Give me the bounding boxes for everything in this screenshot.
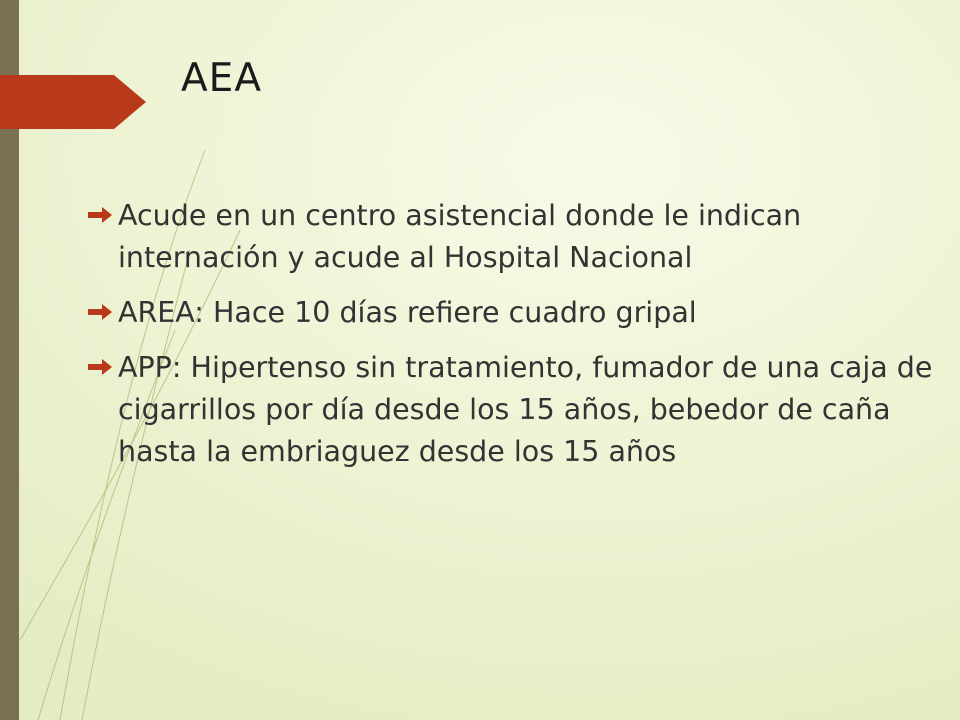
bullet-item [88,292,933,334]
right-arrow-icon [88,358,113,376]
slide-title: AEA [181,56,262,101]
bullet-item [88,347,933,473]
bullet-item [88,195,933,279]
bullet-text: Acude en un centro asistencial donde le indican internación y acude al Hospital Nacional [118,199,802,274]
right-arrow-icon [88,303,113,321]
bullet-text: AREA: Hace 10 días refiere cuadro gripal [118,296,697,329]
bullet-text: APP: Hipertenso sin tratamiento, fumador de una caja de cigarrillos por día desde los 15 años, bebedor de caña hasta la embriaguez desde los 15 años [118,351,933,468]
bullet-list [88,195,933,486]
right-arrow-icon [88,206,113,224]
title-accent-arrow [0,75,150,129]
